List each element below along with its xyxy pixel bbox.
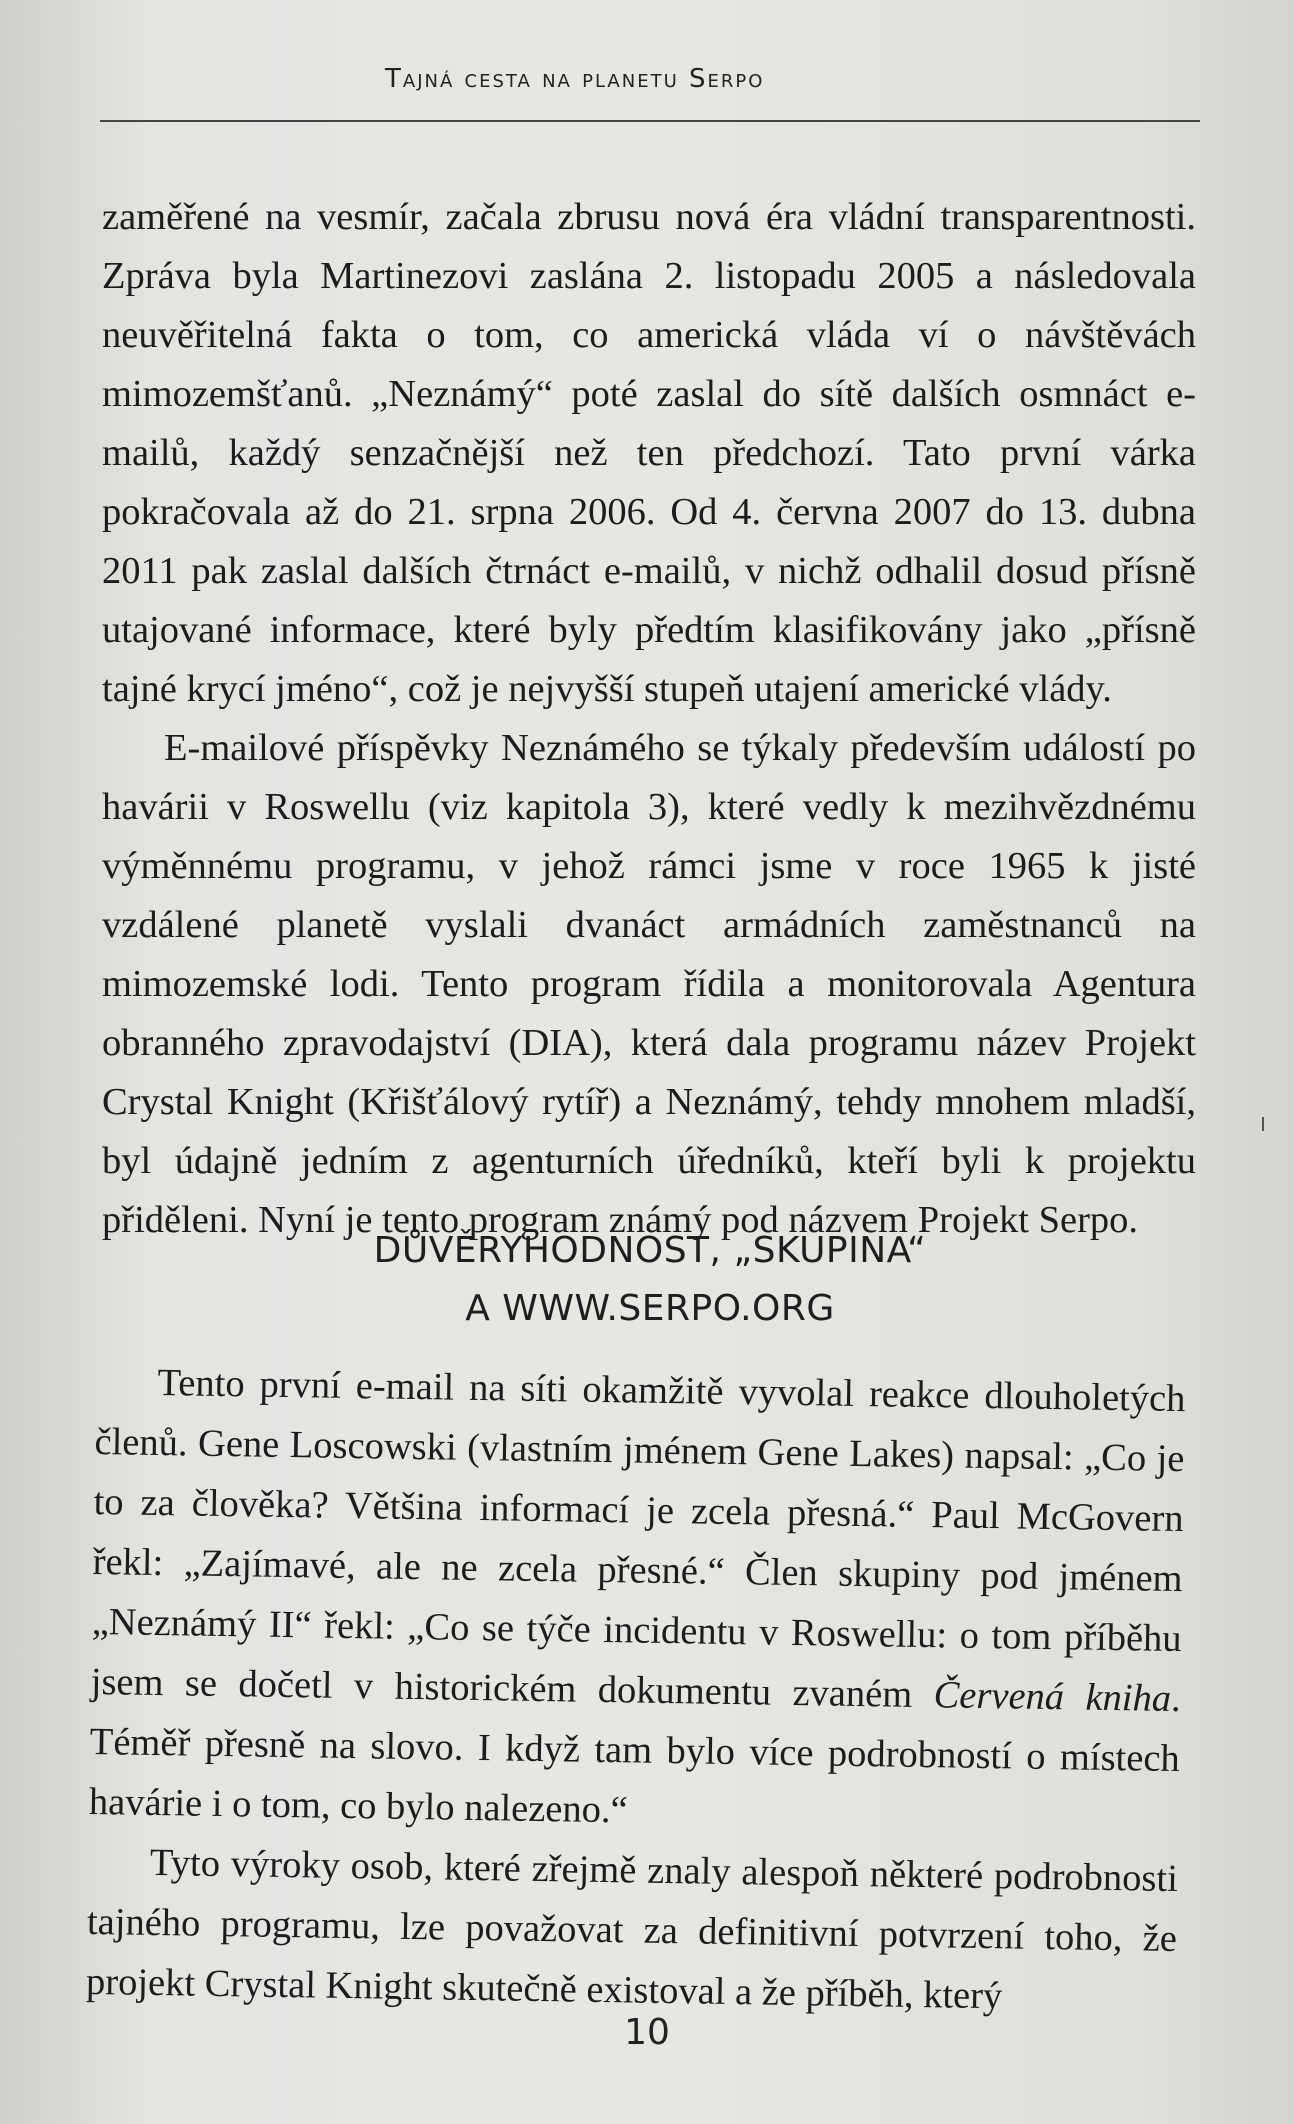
running-head: Tajná cesta na planetu Serpo: [385, 64, 765, 94]
body-text: [102, 188, 1196, 1250]
paragraph-1: zaměřené na vesmír, začala zbrusu nová éra vládní transparentnosti. Zpráva byla Martinezovi zaslána 2. listopadu 2005 a následovala neuvěřitelná fakta o tom, co americká vláda ví o návštěvách mimozemšťanů. „Neznámý“ poté zaslal do sítě dalších osmnáct e-mailů, každý senzačnější než ten předchozí. Tato první várka pokračovala až do 21. srpna 2006. Od 4. června 2007 do 13. dubna 2011 pak zaslal dalších čtrnáct e-mailů, v nichž odhalil dosud přísně utajované informace, které byly předtím klasifikovány jako „přísně tajné krycí jméno“, což je nejvyšší stupeň utajení americké vlády.: [102, 196, 1196, 710]
paragraph-3-text-a: Tento první e-mail na síti okamžitě vyvolal reakce dlouholetých členů. Gene Loscowski (vlastním jménem Gene Lakes) napsal: „Co je to za člověka? Většina informací je zcela přesná.“ Paul McGovern řekl: „Zajímavé, ale ne zcela přesné.“ Člen skupiny pod jménem „Neznámý II“ řekl: „Co se týče incidentu v Roswellu: o tom příběhu jsem se dočetl v historickém dokumentu zvaném: [90, 1361, 1186, 1717]
margin-mark: [1262, 1117, 1264, 1131]
section-heading: [150, 1222, 1150, 1338]
paragraph-3-text-b: . Téměř přesně na slovo. I když tam bylo více podrobností o místech havárie i o tom, co bylo nalezeno.“: [88, 1677, 1182, 1832]
paragraph-2: E-mailové příspěvky Neznámého se týkaly především událostí po havárii v Roswellu (viz kapitola 3), které vedly k mezihvězdnému výměnnému programu, v jehož rámci jsme v roce 1965 k jisté vzdálené planetě vyslali dvanáct armádních zaměstnanců na mimozemské lodi. Tento program řídila a monitorovala Agentura obranného zpravodajství (DIA), která dala programu název Projekt Crystal Knight (Křišťálový rytíř) a Neznámý, tehdy mnohem mladší, byl údajně jedním z agenturních úředníků, kteří byli k projektu přiděleni. Nyní je tento program známý pod názvem Projekt Serpo.: [102, 727, 1196, 1241]
paragraph-4: Tyto výroky osob, které zřejmě znaly alespoň některé podrobnosti tajného programu, lze považovat za definitivní potvrzení toho, že projekt Crystal Knight skutečně existoval a že příběh, který: [85, 1841, 1179, 2018]
section-body: [86, 1352, 1186, 2029]
section-heading-line-1: DŮVĚRYHODNOST, „SKUPINA“: [373, 1230, 927, 1271]
paragraph-3-italic-title: Červená kniha: [933, 1674, 1172, 1720]
paragraph-3: [88, 1352, 1185, 1849]
page-number: 10: [624, 2012, 670, 2053]
header-rule: [100, 120, 1200, 122]
section-heading-line-2: A WWW.SERPO.ORG: [465, 1288, 835, 1329]
